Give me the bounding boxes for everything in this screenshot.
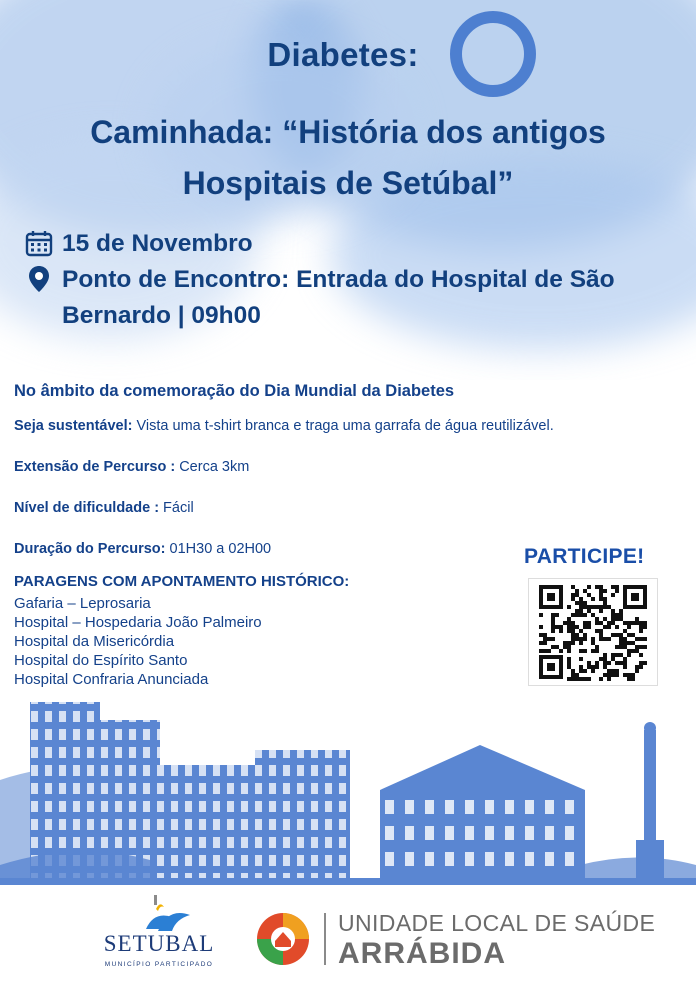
uls-logo-icon — [254, 910, 312, 968]
footer — [0, 885, 696, 984]
uls-name-line2: ARRÁBIDA — [338, 937, 506, 970]
list-item: Hospital da Misericórdia — [14, 633, 175, 650]
duration-value: 01H30 a 02H00 — [165, 541, 272, 557]
duration-line — [14, 541, 271, 557]
list-item: Hospital do Espírito Santo — [14, 652, 188, 669]
difficulty-line — [14, 500, 194, 516]
map-pin-icon — [24, 264, 54, 294]
uls-name-line1: UNIDADE LOCAL DE SAÚDE — [338, 910, 656, 936]
qr-code[interactable] — [528, 578, 658, 686]
list-item: Gafaria – Leprosaria — [14, 595, 151, 612]
difficulty-value: Fácil — [159, 500, 194, 516]
setubal-subtitle: MUNICÍPIO PARTICIPADO — [104, 961, 214, 968]
stops-title: PARAGENS COM APONTAMENTO HISTÓRICO: — [14, 573, 350, 590]
setubal-name: SETUBAL — [103, 931, 215, 956]
distance-line — [14, 459, 249, 475]
page-subtitle: Caminhada: “História dos antigos Hospitais de Setúbal” — [90, 114, 606, 201]
event-date-row — [24, 226, 253, 262]
city-skyline-illustration — [0, 690, 696, 890]
calendar-icon — [24, 228, 54, 258]
event-date: 15 de Novembro — [62, 230, 253, 257]
stops-list — [14, 594, 262, 689]
footer-divider — [324, 913, 326, 965]
distance-value: Cerca 3km — [175, 459, 250, 475]
event-location: Ponto de Encontro: Entrada do Hospital de São Bernardo | 09h00 — [62, 266, 615, 329]
sustainable-line — [14, 418, 554, 434]
list-item: Hospital – Hospedaria João Palmeiro — [14, 614, 262, 631]
lead-text: No âmbito da comemoração do Dia Mundial da Diabetes — [14, 382, 455, 400]
difficulty-label: Nível de dificuldade : — [14, 500, 160, 516]
sustainable-label: Seja sustentável: — [14, 418, 133, 434]
sustainable-value: Vista uma t-shirt branca e traga uma garrafa de água reutilizável. — [132, 418, 554, 434]
duration-label: Duração do Percurso: — [14, 541, 166, 557]
participate-label: PARTICIPE! — [524, 545, 645, 568]
page-title: Diabetes: — [267, 36, 419, 73]
list-item: Hospital Confraria Anunciada — [14, 671, 209, 688]
distance-label: Extensão de Percurso : — [14, 459, 176, 475]
event-location-row — [24, 262, 622, 334]
